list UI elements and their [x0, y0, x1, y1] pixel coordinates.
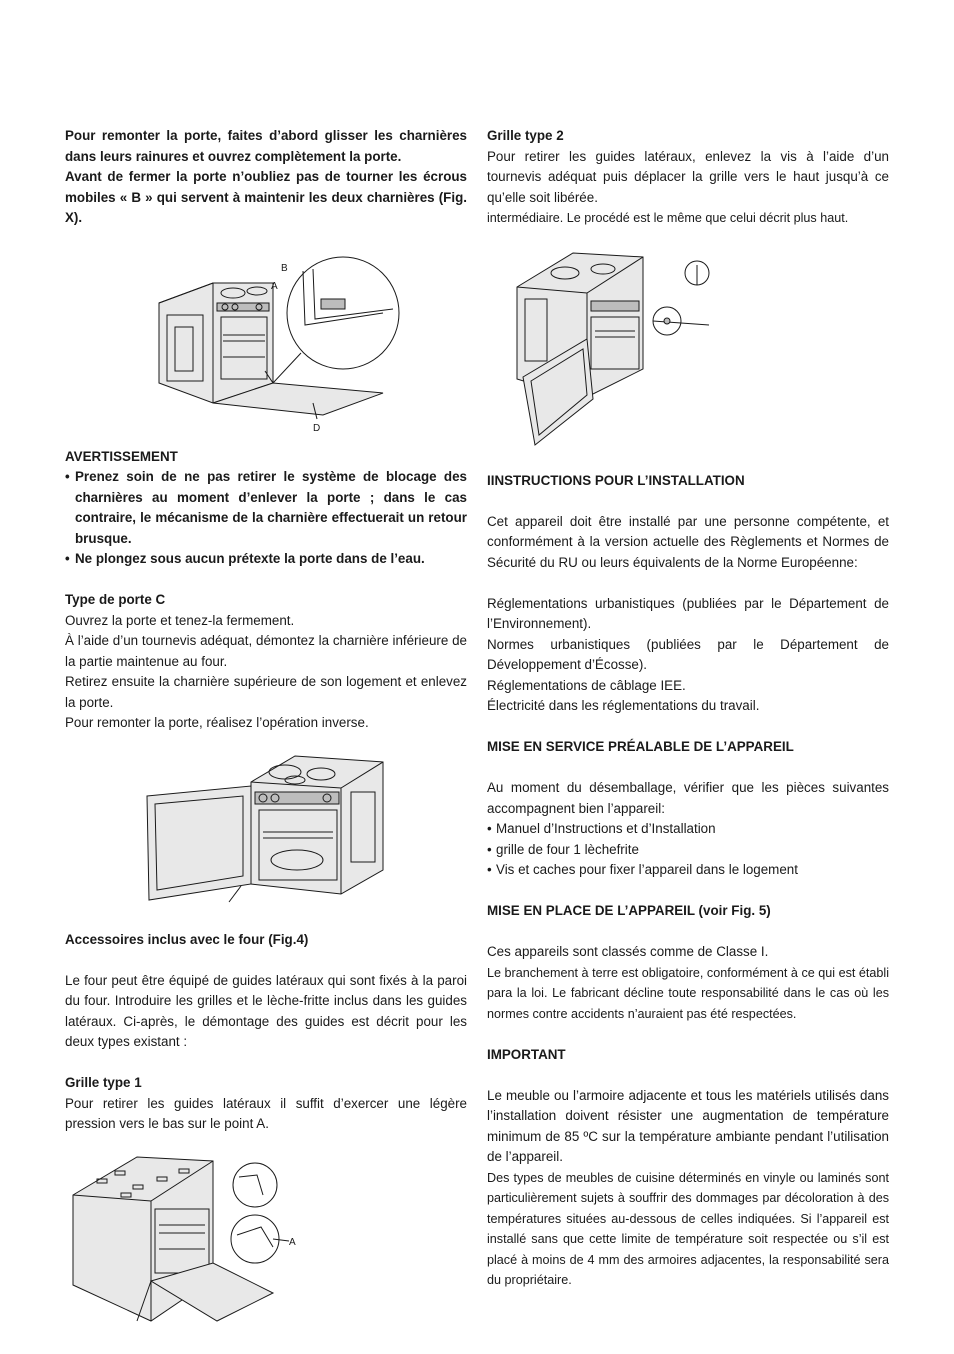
door-c-line: Retirez ensuite la charnière supérieure de son logement et enlevez la porte.: [65, 674, 467, 710]
figure-grille-type-2: [513, 249, 889, 449]
grille2-text-continued: intermédiaire. Le procédé est le même que celui décrit plus haut.: [487, 211, 849, 225]
warning-list: [65, 467, 467, 570]
install-text: Cet appareil doit être installé par une personne compétente, et conformément à la version actuelle des Règlements et Normes de Sécurité du RU ou leurs équivalents de la Norme Européenne:: [487, 513, 889, 570]
door-refit-instruction: Pour remonter la porte, faites d’abord glisser les charnières dans leurs rainures et ouvrez complètement la porte.: [65, 128, 467, 164]
service-text: Au moment du désemballage, vérifier que les pièces suivantes accompagnent bien l’appareil:: [487, 780, 889, 816]
accessories-title: Accessoires inclus avec le four (Fig.4): [65, 931, 309, 947]
door-c-line: À l’aide d’un tournevis adéquat, démontez la charnière inférieure de la partie maintenue au four.: [65, 633, 467, 669]
left-column: [65, 126, 467, 1331]
important-text-2: Des types de meubles de cuisine déterminés en vinyle ou laminés sont particulièrement sujets à souffrir des dommages par décoloration à des températures situées au-dessous de celles indiquées. Si l’appareil est installé sans que cette limite de température soit respectée ou s’il est placé à moins de 4 mm des armoires adjacentes, la responsabilité sera du propriétaire.: [487, 1170, 889, 1287]
label-d: D: [313, 422, 321, 433]
list-item: • Vis et caches pour fixer l’appareil dans le logement: [487, 860, 889, 881]
install-title: IINSTRUCTIONS POUR L’INSTALLATION: [487, 472, 745, 488]
label-a: A: [271, 280, 278, 292]
warning-item: • Prenez soin de ne pas retirer le système de blocage des charnières au moment d’enlever la porte ; dans le cas contraire, le mécanisme de la charnière effectuerait un retour brusque.: [65, 467, 467, 549]
door-c-title: Type de porte C: [65, 592, 166, 607]
grille2-title: Grille type 2: [487, 128, 564, 143]
right-column: [487, 126, 889, 1291]
list-item: • grille de four 1 lèchefrite: [487, 840, 889, 861]
placement-title: MISE EN PLACE DE L’APPAREIL (voir Fig. 5): [487, 903, 771, 918]
service-list: [487, 819, 889, 881]
regulation: Réglementations urbanistiques (publiées par le Département de l’Environnement).: [487, 595, 889, 631]
door-c-line: Pour remonter la porte, réalisez l’opération inverse.: [65, 715, 369, 730]
figure-grille-type-1: [67, 1155, 467, 1331]
figure-door-c: [145, 752, 467, 912]
hinge-nut-instruction: Avant de fermer la porte n’oubliez pas de tourner les écrous mobiles « B » qui servent à maintenir les deux charnières (Fig. X).: [65, 169, 467, 225]
placement-text: Ces appareils sont classés comme de Classe I.: [487, 944, 769, 959]
regulation: Normes urbanistiques (publiées par le Département de Développement d’Écosse).: [487, 636, 889, 672]
accessories-text: Le four peut être équipé de guides latéraux qui sont fixés à la paroi du four. Introduire les grilles et le lèche-fritte inclus dans les guides latéraux. Ci-après, le démontage des guides est décrit pour les deux types existant :: [65, 972, 467, 1049]
label-b: B: [281, 262, 288, 274]
grille2-text: Pour retirer les guides latéraux, enlevez la vis à l’aide d’un tournevis adéquat puis déplacer la grille vers le haut jusqu’à ce qu’elle soit libérée.: [487, 148, 889, 205]
placement-text-2: Le branchement à terre est obligatoire, conformément à ce qui est établi para la loi. Le fabricant décline toute responsabilité dans le cas où les normes contre accidents n’auraient pas été respectées.: [487, 965, 889, 1021]
warning-item: • Ne plongez sous aucun prétexte la porte dans de l’eau.: [65, 549, 467, 570]
grille1-title: Grille type 1: [65, 1075, 142, 1090]
important-text: Le meuble ou l’armoire adjacente et tous les matériels utilisés dans l’installation doivent résister une augmentation de température minimum de 85 ºC sur la température ambiante pendant l’utilisation de l’appareil.: [487, 1087, 889, 1164]
list-item: • Manuel d’Instructions et d’Installation: [487, 819, 889, 840]
regulation: Réglementations de câblage IEE.: [487, 677, 686, 693]
door-c-line: Ouvrez la porte et tenez-la fermement.: [65, 612, 295, 628]
important-title: IMPORTANT: [487, 1046, 566, 1062]
service-title: MISE EN SERVICE PRÉALABLE DE L’APPAREIL: [487, 739, 794, 754]
warning-title: AVERTISSEMENT: [65, 448, 178, 464]
grille1-text: Pour retirer les guides latéraux il suffit d’exercer une légère pression vers le bas sur le point A.: [65, 1095, 467, 1131]
regulation: Électricité dans les réglementations du travail.: [487, 698, 760, 713]
label-a: A: [289, 1236, 296, 1248]
figure-door-hinges: [153, 253, 467, 433]
